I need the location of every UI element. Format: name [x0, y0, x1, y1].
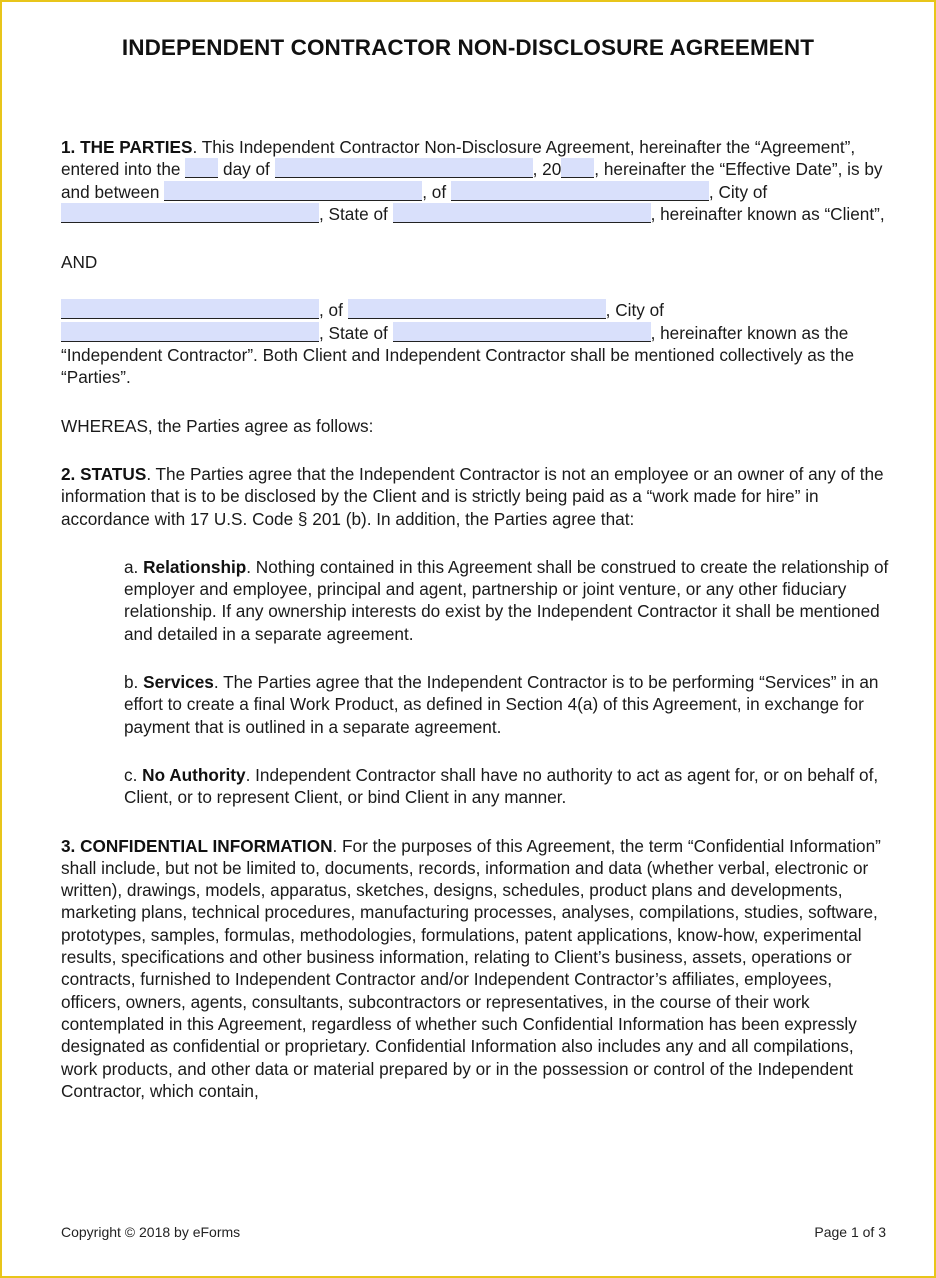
document-title: INDEPENDENT CONTRACTOR NON-DISCLOSURE AGREEMENT [121, 35, 815, 60]
contractor-name-field[interactable] [61, 299, 319, 319]
status-item-relationship: a. Relationship. Nothing contained in this Agreement shall be construed to create the relationship of employer and employee, principal and agent, partnership or joint venture, or any other fiduciary relationship. If any ownership interests do exist by the Independent Contractor it shall be mentioned and detailed in a separate agreement. [124, 556, 889, 644]
confidential-heading: 3. CONFIDENTIAL INFORMATION [61, 835, 333, 856]
client-address-field[interactable] [451, 181, 709, 201]
contractor-paragraph: , of , City of , State of , hereinafter known as the “Independent Contractor”. Both Client and Independent Contractor shall be mentioned collectively as the “Parties”. [61, 300, 855, 388]
status-paragraph: 2. STATUS. The Parties agree that the Independent Contractor is not an employee or an owner of any of the information that is to be disclosed by the Client and is strictly being paid as a “work made for hire” in accordance with 17 U.S. Code § 201 (b). In addition, the Parties agree that: [61, 463, 884, 529]
parties-heading: 1. THE PARTIES [61, 137, 193, 157]
month-field[interactable] [275, 158, 533, 178]
status-item-no-authority: c. No Authority. Independent Contractor shall have no authority to act as agent for, or on behalf of, Client, or to represent Client, or bind Client in any manner. [124, 764, 879, 808]
document-body [61, 136, 891, 1102]
and-separator: AND [61, 252, 98, 273]
contractor-city-field[interactable] [61, 322, 319, 342]
parties-paragraph: 1. THE PARTIES. This Independent Contractor Non-Disclosure Agreement, hereinafter the “Agreement”, entered into the day of , 20 , hereinafter the “Effective Date”, is by and between , of , City of , State of , hereinafter known as “Client”, [61, 137, 885, 224]
footer-copyright: Copyright © 2018 by eForms [61, 1224, 241, 1240]
contractor-address-field[interactable] [348, 299, 606, 319]
client-city-field[interactable] [61, 203, 319, 223]
contractor-state-field[interactable] [393, 322, 651, 342]
status-item-services: b. Services. The Parties agree that the Independent Contractor is to be performing “Services” in an effort to create a final Work Product, as defined in Section 4(a) of this Agreement, in exchange for payment that is outlined in a separate agreement. [124, 672, 879, 737]
whereas-paragraph: WHEREAS, the Parties agree as follows: [61, 415, 374, 436]
client-name-field[interactable] [164, 181, 422, 201]
client-state-field[interactable] [393, 203, 651, 223]
footer-page-number: Page 1 of 3 [814, 1224, 886, 1240]
year-field[interactable] [561, 158, 594, 178]
status-heading: 2. STATUS [61, 463, 147, 484]
confidential-paragraph: 3. CONFIDENTIAL INFORMATION. For the purposes of this Agreement, the term “Confidential Information” shall include, but not be limited to, documents, records, information and data (whether verbal, electronic or written), drawings, models, apparatus, sketches, designs, schedules, product plans and developments, marketing plans, technical procedures, manufacturing processes, analyses, compilations, studies, software, prototypes, samples, formulas, methodologies, formulations, patent applications, know-how, experimental results, specifications and other business information, relating to Client’s business, assets, operations or contracts, furnished to Independent Contractor and/or Independent Contractor’s affiliates, employees, officers, owners, agents, consultants, subcontractors or representatives, in the course of their work contemplated in this Agreement, regardless of whether such Confidential Information has been expressly designated as confidential or proprietary. Confidential Information also includes any and all compilations, work products, and other data or material prepared by or in the possession or control of the Independent Contractor, which contain, [61, 835, 881, 1101]
day-field[interactable] [185, 158, 218, 178]
